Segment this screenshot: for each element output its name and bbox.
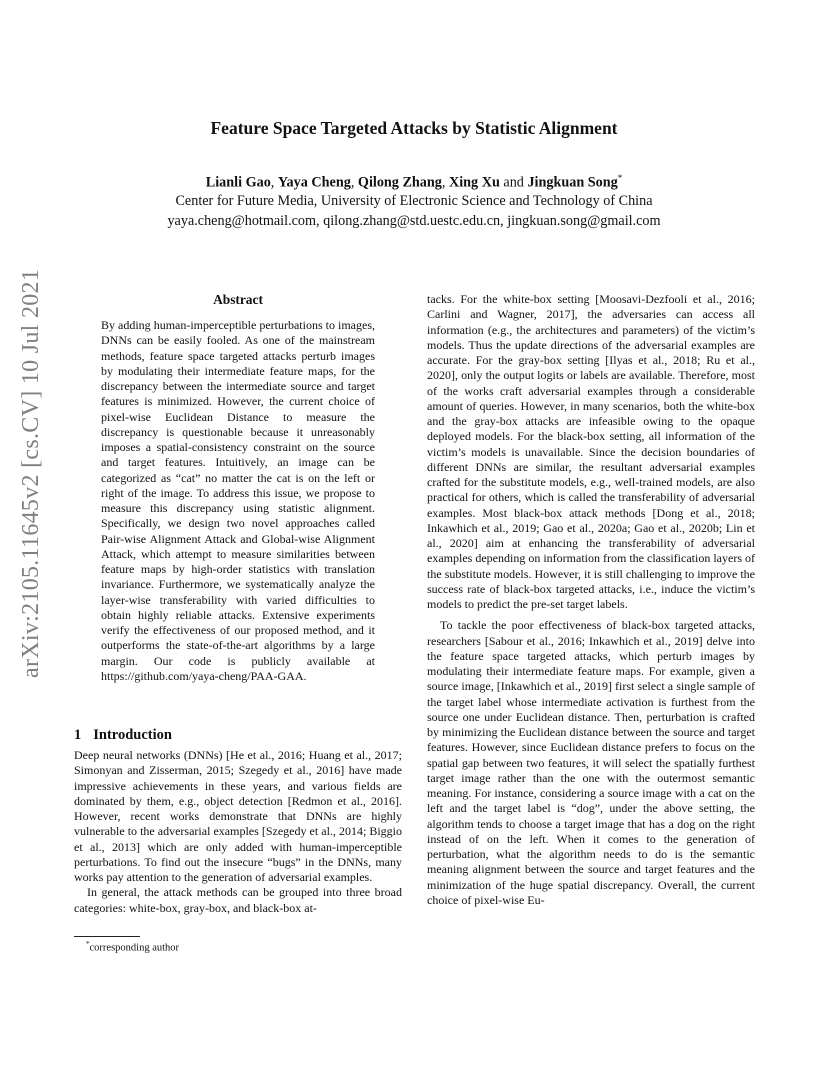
author-4: Xing Xu <box>448 174 500 191</box>
footnote-text: corresponding author <box>89 942 180 954</box>
right-column-body <box>427 292 755 908</box>
author-3: Qilong Zhang <box>357 174 442 191</box>
footnote-rule <box>74 936 140 937</box>
footnote <box>86 940 179 954</box>
arxiv-stamp: arXiv:2105.11645v2 [cs.CV] 10 Jul 2021 <box>18 268 44 678</box>
section-title: Introduction <box>93 727 172 743</box>
intro-paragraph-1: Deep neural networks (DNNs) [He et al., 2016; Huang et al., 2017; Simonyan and Zisserman, 2015; Szegedy et al., 2016] have made impressive achievements in these years, and various fields are dominated by them, e.g., object detection [Redmon et al., 2016]. However, recent works demonstrate that DNNs are highly vulnerable to the adversarial examples [Szegedy et al., 2014; Biggio et al., 2013] which are only added with human-imperceptible perturbations. To find out the insecure “bugs” in the DNNs, many works pay attention to the generation of adversarial examples. <box>74 748 402 884</box>
abstract-text: By adding human-imperceptible perturbations to images, DNNs can be easily fooled. As one of the mainstream methods, feature space targeted attacks perturb images by modulating their intermediate feature maps, for the discrepancy between the intermediate source and target features is minimized. However, the current choice of pixel-wise Euclidean Distance to measure the discrepancy is questionable because it unreasonably imposes a spatial-consistency constraint on the source and target features. Intuitively, an image can be categorized as “cat” no matter the cat is on the left or right of the image. To address this issue, we propose to measure this discrepancy using statistic alignment. Specifically, we design two novel approaches called Pair-wise Alignment Attack and Global-wise Alignment Attack, which attempt to measure similarities between feature maps by high-order statistics with translation invariance. Furthermore, we systematically analyze the layer-wise transferability with varied difficulties to obtain highly reliable attacks. Extensive experiments verify the effectiveness of our proposed method, and it outperforms the state-of-the-art algorithms by a large margin. Our code is publicly available at https://github.com/yaya-cheng/PAA-GAA. <box>101 318 375 683</box>
author-and: and <box>503 174 524 191</box>
right-paragraph-1: tacks. For the white-box setting [Moosavi-Dezfooli et al., 2016; Carlini and Wagner, 2017], the adversaries can access all information (e.g., the architectures and parameters) of the victim’s models. Thus the update directions of the adversarial examples are accurate. For the gray-box setting [Ilyas et al., 2018; Ru et al., 2020], only the output logits or labels are available. Therefore, most of the works craft adversarial examples through a considerable amount of queries. However, in many scenarios, both the white-box and the gray-box attacks are infeasible owing to the opaque deployed models. For the black-box setting, all information of the victim’s models is unavailable. Since the decision boundaries of different DNNs are similar, the resultant adversarial examples crafted for the substitute models, e.g., well-trained models, are also practical for others, which is called the transferability of adversarial examples. Most black-box attack methods [Dong et al., 2018; Inkawhich et al., 2019; Gao et al., 2020a; Gao et al., 2020b; Lin et al., 2020] aim at enhancing the transferability of adversarial examples depending on information from the classification layers of the substitute models. However, it is still challenging to improve the success rate of black-box targeted attacks, i.e., induce the victim’s models to predict the pre-set target labels. <box>427 292 755 611</box>
intro-paragraph-2: In general, the attack methods can be grouped into three broad categories: white-box, gray-box, and black-box at- <box>74 885 402 915</box>
section-number: 1 <box>74 727 82 743</box>
author-1: Lianli Gao <box>205 174 271 191</box>
author-5: Jingkuan Song <box>527 174 618 191</box>
left-column-body <box>74 748 402 916</box>
right-paragraph-2: To tackle the poor effectiveness of black-box targeted attacks, researchers [Sabour et al., 2016; Inkawhich et al., 2019] delve into the feature space targeted attacks, which perturb images by modulating their intermediate feature maps. For example, given a source image, [Inkawhich et al., 2019] first select a single sample of the target label whose intermediate activation is furthest from the source one under Euclidean distance. Then, perturbation is crafted by minimizing the Euclidean distance between the source and target features. However, since Euclidean distance prefers to focus on the spatial gap between two features, it will select the spatially furthest target image rather than the one with the outermost semantic meaning. For instance, considering a source image with a cat on the left and the target label is “dog”, under the above setting, the algorithm tends to choose a target image that has a dog on the right instead of on the left. When it comes to the generation of perturbation, what the algorithm needs to do is the semantic meaning alignment between the source and target features and the minimization of the huge spatial discrepancy. Overall, the current choice of pixel-wise Eu- <box>427 618 755 907</box>
footnote-mark: * <box>86 940 90 948</box>
corresponding-mark: * <box>617 173 623 183</box>
abstract-heading: Abstract <box>213 292 263 307</box>
author-2: Yaya Cheng <box>277 174 351 191</box>
author-list: Lianli Gao, Yaya Cheng, Qilong Zhang, Xing Xu and Jingkuan Song* <box>205 173 623 191</box>
author-emails: yaya.cheng@hotmail.com, qilong.zhang@std.uestc.edu.cn, jingkuan.song@gmail.com <box>167 213 661 229</box>
affiliation: Center for Future Media, University of Electronic Science and Technology of China <box>175 193 653 209</box>
section-heading-introduction <box>74 727 172 744</box>
paper-title: Feature Space Targeted Attacks by Statistic Alignment <box>210 118 618 138</box>
